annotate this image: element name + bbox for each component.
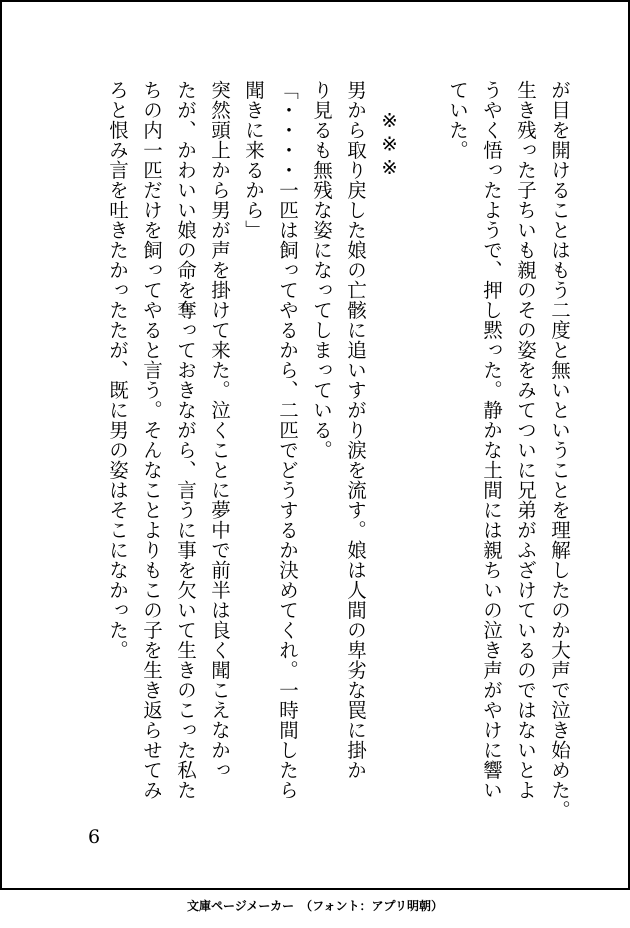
text-line: 「・・・・一匹は飼ってやるから、二匹でどうするか決めてくれ。一時間したら xyxy=(276,80,299,800)
section-separator: ※※※ xyxy=(378,109,401,180)
footer-credit: 文庫ページメーカー （フォント：アプリ明朝） xyxy=(186,899,444,913)
text-line: 生き残った子ちいも親のその姿をみてついに兄弟がふざけているのではないとよ xyxy=(514,80,537,800)
text-line: ちの内一匹だけを飼ってやると言う。そんなことよりもこの子を生き返らせてみ xyxy=(140,80,163,800)
text-line: たが、かわいい娘の命を奪っておきながら、言うに事を欠いて生きのこった私た xyxy=(174,80,197,800)
text-line: り見るも無残な姿になってしまっている。 xyxy=(310,80,333,460)
vertical-text-block xyxy=(100,80,576,820)
page-number: 6 xyxy=(88,826,101,848)
text-line: うやく悟ったようで、押し黙った。静かな土間には親ちいの泣き声がやけに響い xyxy=(480,80,503,800)
text-line: 男から取り戻した娘の亡骸に追いすがり涙を流す。娘は人間の卑劣な罠に掛か xyxy=(344,80,367,780)
text-line: 聞きに来るから」 xyxy=(242,80,265,240)
text-line: 突然頭上から男が声を掛けて来た。泣くことに夢中で前半は良く聞こえなかっ xyxy=(208,80,231,780)
blank-line xyxy=(406,80,440,800)
text-line: が目を開けることはもう二度と無いということを理解したのか大声で泣き始めた。 xyxy=(548,80,571,820)
text-line: ていた。 xyxy=(446,80,469,160)
text-line: ろと恨み言を吐きたかったたが、既に男の姿はそこになかった。 xyxy=(106,80,129,660)
